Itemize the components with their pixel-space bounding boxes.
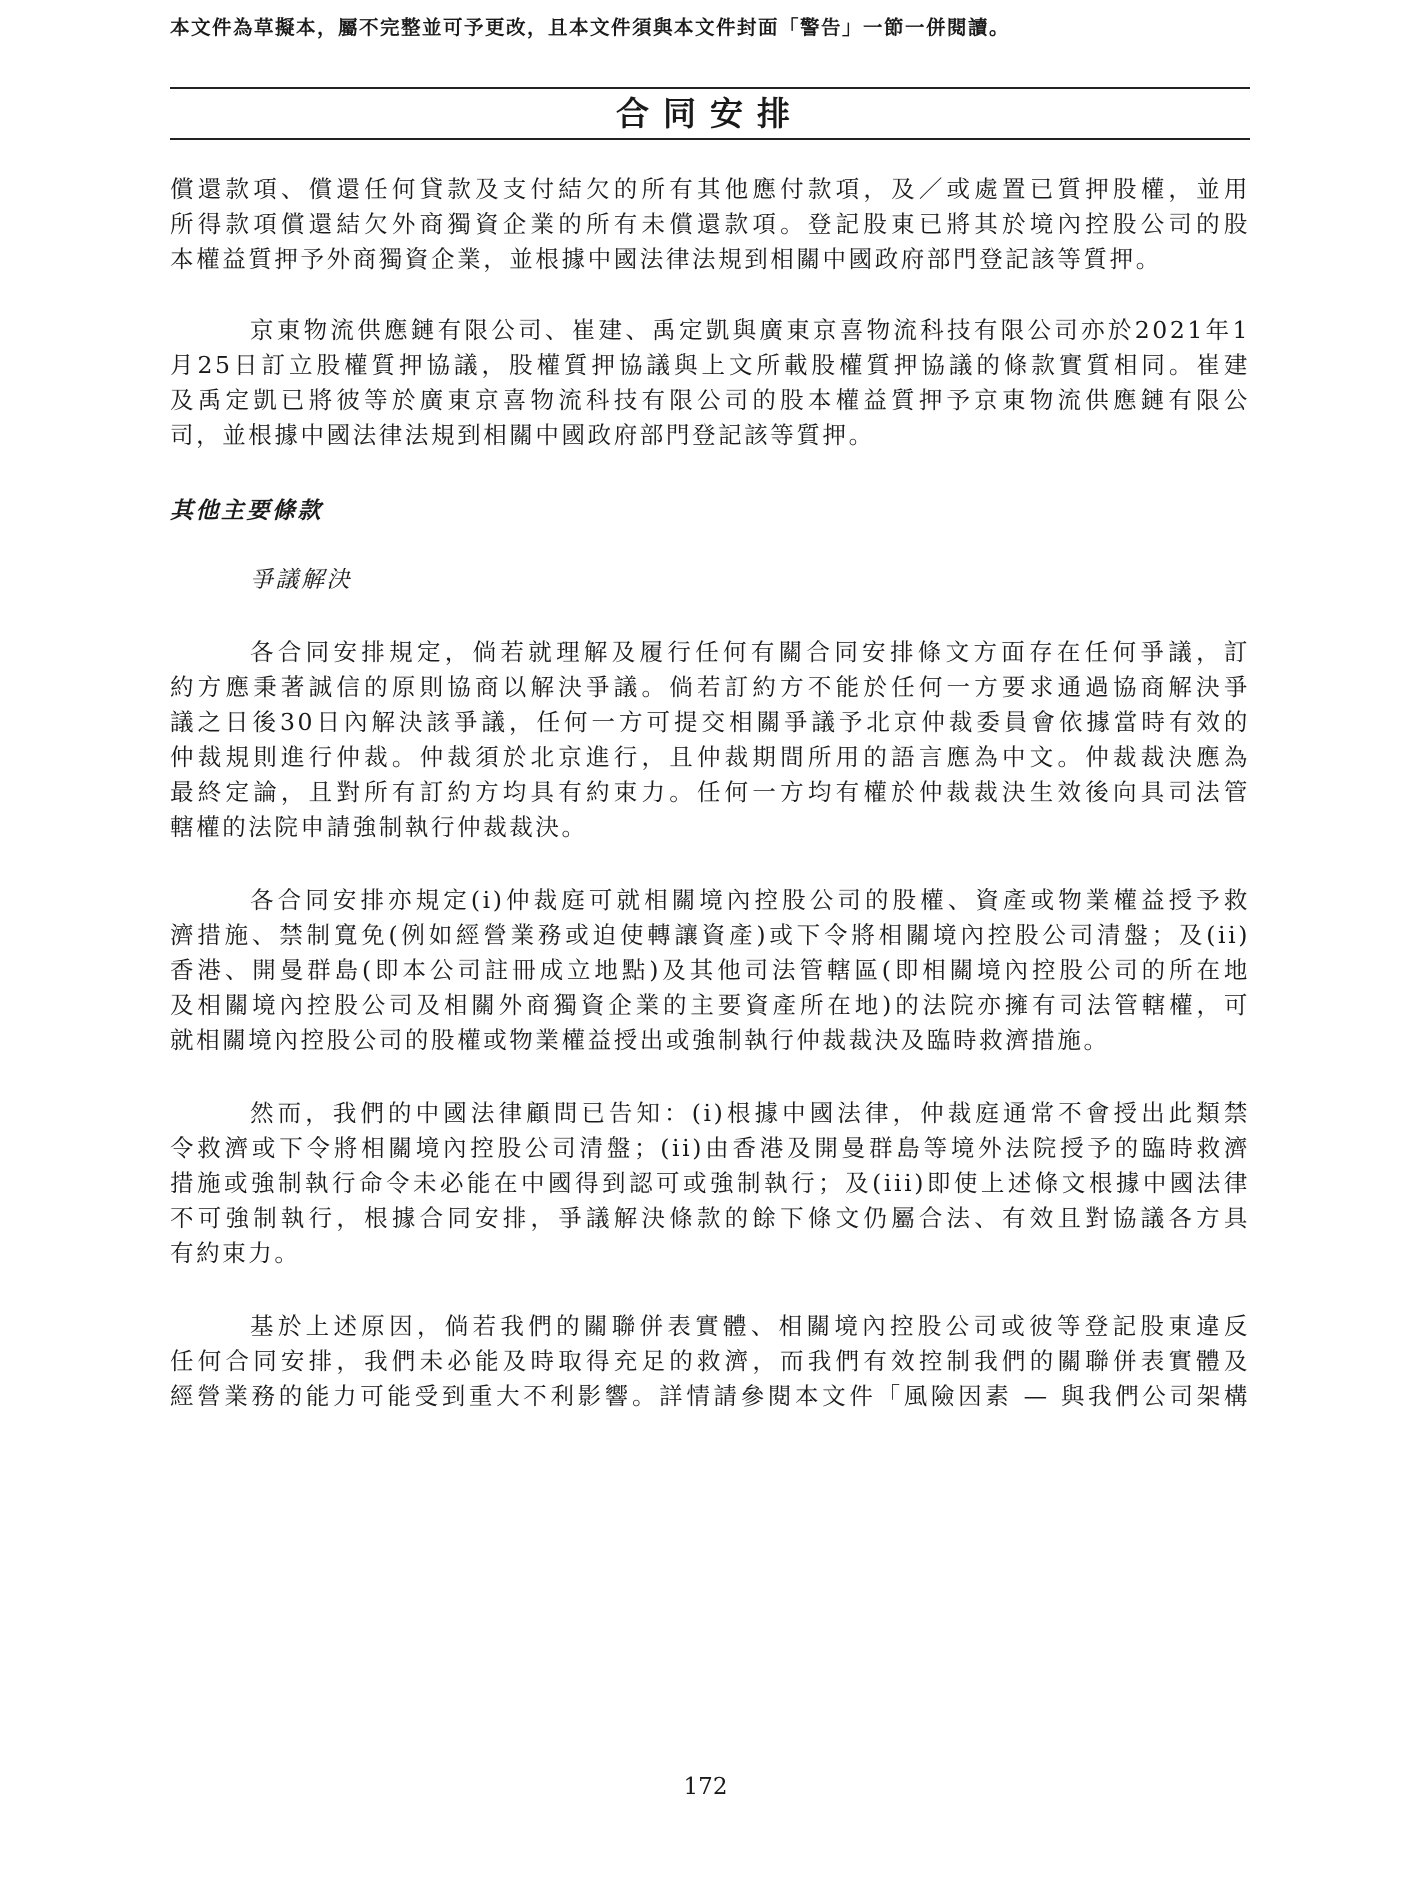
paragraph-line: 及相關境內控股公司及相關外商獨資企業的主要資產所在地)的法院亦擁有司法管轄權，可: [170, 991, 1250, 1019]
paragraph-jd-equity-pledge: [170, 313, 1250, 453]
paragraph-line: 有約束力。: [170, 1239, 301, 1267]
paragraph-arbitration: [170, 635, 1250, 845]
paragraph-line: 然而，我們的中國法律顧問已告知：(i)根據中國法律，仲裁庭通常不會授出此類禁: [250, 1099, 1250, 1127]
paragraph-legal-advisor-opinion: [170, 1096, 1250, 1271]
paragraph-line: 轄權的法院申請強制執行仲裁裁決。: [170, 813, 588, 841]
paragraph-line: 不可強制執行，根據合同安排，爭議解決條款的餘下條文仍屬合法、有效且對協議各方具: [170, 1204, 1250, 1232]
paragraph-pledge-continuation: [170, 172, 1250, 277]
paragraph-remedies-risk: [170, 1309, 1250, 1414]
paragraph-interim-relief: [170, 883, 1250, 1058]
page-number: 172: [683, 1774, 728, 1800]
title-rule-bottom: [170, 138, 1250, 140]
title-rule-top: [170, 87, 1250, 89]
heading-dispute-resolution: 爭議解決: [250, 567, 352, 593]
paragraph-line: 京東物流供應鏈有限公司、崔建、禹定凱與廣東京喜物流科技有限公司亦於2021年1: [250, 316, 1250, 344]
paragraph-line: 司，並根據中國法律法規到相關中國政府部門登記該等質押。: [170, 421, 875, 449]
paragraph-line: 約方應秉著誠信的原則協商以解決爭議。倘若訂約方不能於任何一方要求通過協商解決爭: [170, 673, 1250, 701]
paragraph-line: 所得款項償還結欠外商獨資企業的所有未償還款項。登記股東已將其於境內控股公司的股: [170, 210, 1250, 238]
paragraph-line: 經營業務的能力可能受到重大不利影響。詳情請參閱本文件「風險因素 — 與我們公司架構: [170, 1382, 1250, 1410]
draft-warning-banner: 本文件為草擬本，屬不完整並可予更改，且本文件須與本文件封面「警告」一節一併閱讀。: [170, 16, 1011, 39]
paragraph-line: 最終定論，且對所有訂約方均具有約束力。任何一方均有權於仲裁裁決生效後向具司法管: [170, 778, 1250, 806]
paragraph-line: 議之日後30日內解決該爭議，任何一方可提交相關爭議予北京仲裁委員會依據當時有效的: [170, 708, 1250, 736]
paragraph-line: 及禹定凱已將彼等於廣東京喜物流科技有限公司的股本權益質押予京東物流供應鏈有限公: [170, 386, 1250, 414]
paragraph-line: 各合同安排規定，倘若就理解及履行任何有關合同安排條文方面存在任何爭議，訂: [250, 638, 1250, 666]
heading-other-terms: 其他主要條款: [170, 497, 323, 524]
paragraph-line: 措施或強制執行命令未必能在中國得到認可或強制執行；及(iii)即使上述條文根據中國法律: [170, 1169, 1250, 1197]
paragraph-line: 本權益質押予外商獨資企業，並根據中國法律法規到相關中國政府部門登記該等質押。: [170, 245, 1162, 273]
paragraph-line: 令救濟或下令將相關境內控股公司清盤；(ii)由香港及開曼群島等境外法院授予的臨時救濟: [170, 1134, 1250, 1162]
paragraph-line: 任何合同安排，我們未必能及時取得充足的救濟，而我們有效控制我們的關聯併表實體及: [170, 1347, 1250, 1375]
paragraph-line: 月25日訂立股權質押協議，股權質押協議與上文所載股權質押協議的條款實質相同。崔建: [170, 351, 1250, 379]
paragraph-line: 仲裁規則進行仲裁。仲裁須於北京進行，且仲裁期間所用的語言應為中文。仲裁裁決應為: [170, 743, 1250, 771]
paragraph-line: 基於上述原因，倘若我們的關聯併表實體、相關境內控股公司或彼等登記股東違反: [250, 1312, 1250, 1340]
paragraph-line: 濟措施、禁制寬免(例如經營業務或迫使轉讓資產)或下令將相關境內控股公司清盤；及(ii): [170, 921, 1250, 949]
section-title: 合同安排: [616, 94, 804, 133]
paragraph-line: 各合同安排亦規定(i)仲裁庭可就相關境內控股公司的股權、資產或物業權益授予救: [250, 886, 1250, 914]
paragraph-line: 就相關境內控股公司的股權或物業權益授出或強制執行仲裁裁決及臨時救濟措施。: [170, 1026, 1110, 1054]
paragraph-line: 香港、開曼群島(即本公司註冊成立地點)及其他司法管轄區(即相關境內控股公司的所在地: [170, 956, 1250, 984]
paragraph-line: 償還款項、償還任何貸款及支付結欠的所有其他應付款項，及／或處置已質押股權，並用: [170, 175, 1250, 203]
